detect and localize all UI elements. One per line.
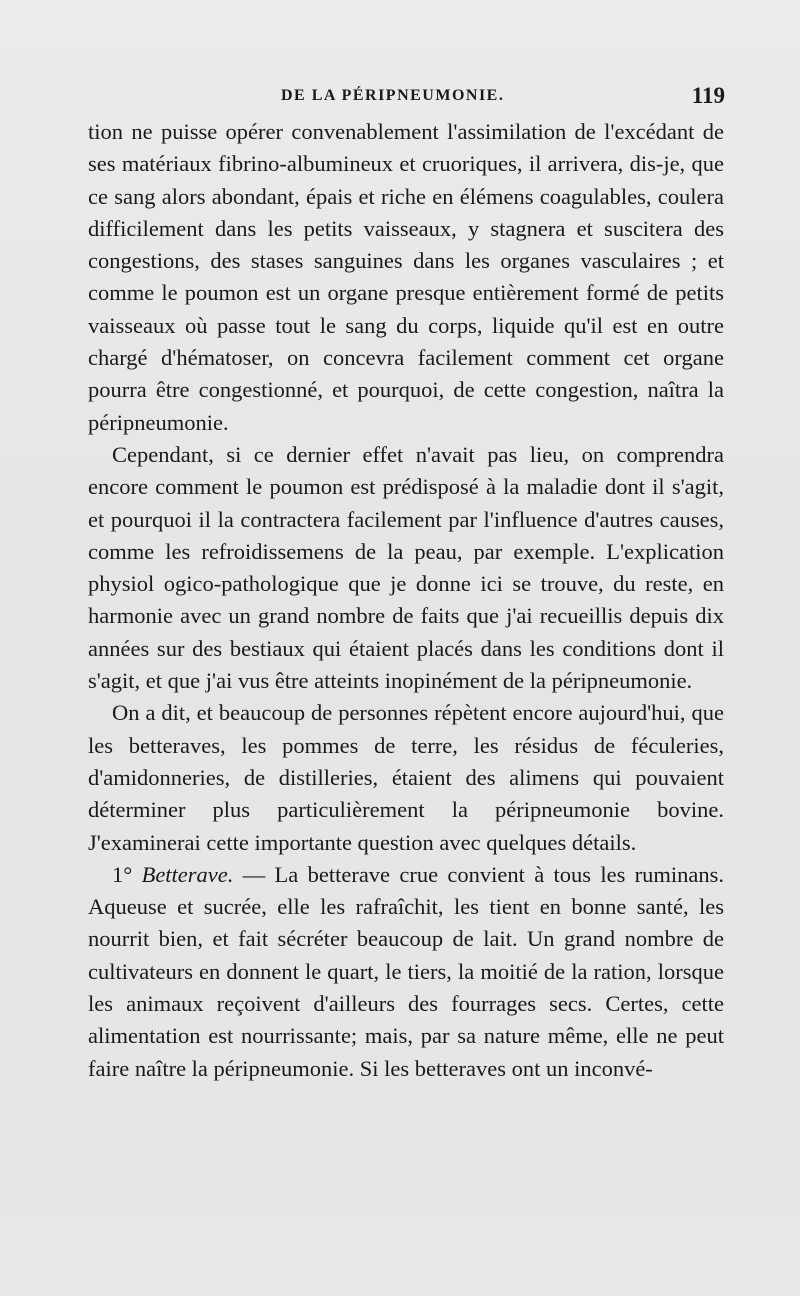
section-number: 1° <box>112 861 133 887</box>
running-head: DE LA PÉRIPNEUMONIE. <box>281 87 505 104</box>
paragraph-betterave <box>88 859 724 1085</box>
paragraph-on-a-dit: On a dit, et beaucoup de personnes répètent encore aujourd'hui, que les betteraves, les pommes de terre, les résidus de féculeries, d'amidonneries, de distilleries, étaient des alimens qui pouvaient déterminer plus particulièrement la péripneumonie bovine. J'examinerai cette importante question avec quelques détails. <box>88 700 724 855</box>
page-header <box>86 78 725 114</box>
section-title: Betterave. <box>141 861 234 887</box>
paragraph-continuation: tion ne puisse opérer convenablement l'assimilation de l'excédant de ses matériaux fibrino-albumineux et cruoriques, il arrivera, dis-je, que ce sang alors abondant, épais et riche en élémens coagulables, coulera difficilement dans les petits vaisseaux, y stagnera et suscitera des congestions, des stases sanguines dans les organes vasculaires ; et comme le poumon est un organe presque entièrement formé de petits vaisseaux où passe tout le sang du corps, liquide qu'il est en outre chargé d'hématoser, on concevra facilement comment cet organe pourra être congestionné, et pourquoi, de cette congestion, naîtra la péripneumonie. <box>88 119 724 435</box>
body-text <box>88 116 724 1085</box>
paragraph-cependant: Cependant, si ce dernier effet n'avait pas lieu, on comprendra encore comment le poumon est prédisposé à la maladie dont il s'agit, et pourquoi il la contractera facilement par l'influence d'autres causes, comme les refroidissemens de la peau, par exemple. L'explication physiol ogico-pathologique que je donne ici se trouve, du reste, en harmonie avec un grand nombre de faits que j'ai recueillis depuis dix années sur des bestiaux qui étaient placés dans les conditions dont il s'agit, et que j'ai vus être atteints inopinément de la péripneumonie. <box>88 441 724 694</box>
section-text: — La betterave crue convient à tous les ruminans. Aqueuse et sucrée, elle les rafraîchit, les tient en bonne santé, les nourrit bien, et fait sécréter beaucoup de lait. Un grand nombre de cultivateurs en donnent le quart, le tiers, la moitié de la ration, lorsque les animaux reçoivent d'ailleurs des fourrages secs. Certes, cette alimentation est nourrissante; mais, par sa nature même, elle ne peut faire naître la péripneumonie. Si les betteraves ont un inconvé- <box>88 861 725 1081</box>
page-number: 119 <box>691 83 725 108</box>
